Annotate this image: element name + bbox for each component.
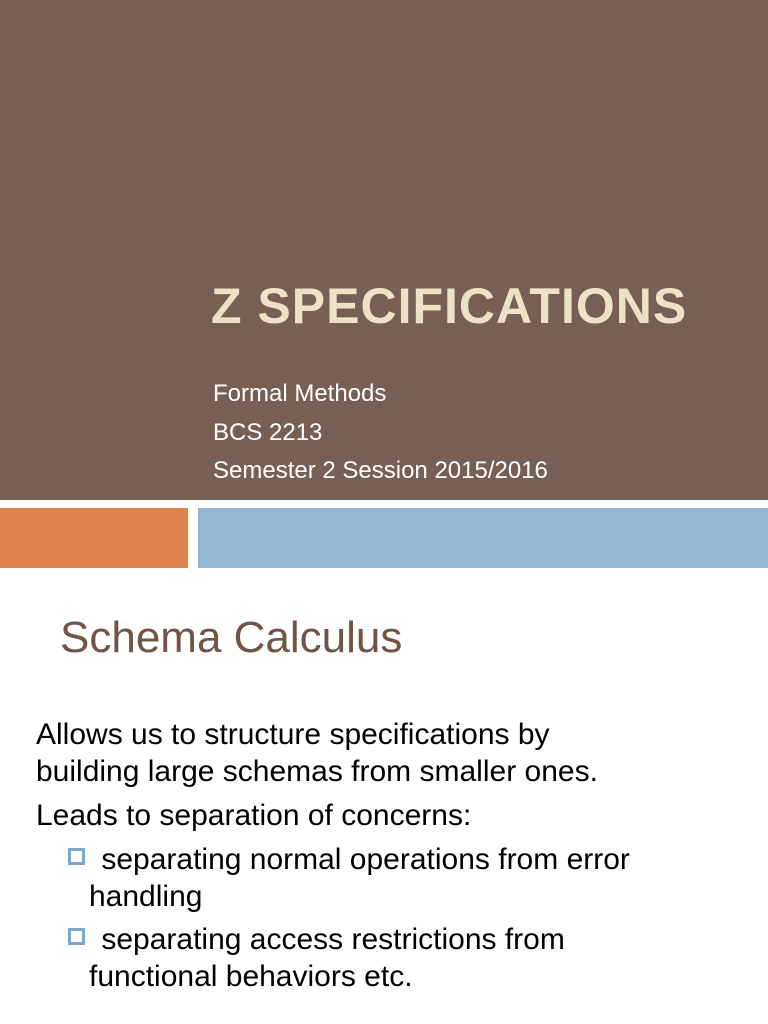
orange-accent-band (0, 508, 188, 568)
square-bullet-icon (68, 928, 85, 945)
bullet-item (68, 921, 748, 995)
blue-accent-band (198, 508, 768, 568)
paragraph-separation (36, 797, 471, 834)
course-name: Formal Methods (213, 380, 387, 407)
square-bullet-icon (68, 848, 85, 865)
bullet-line: functional behaviors etc. (89, 960, 413, 993)
bullet-item (68, 841, 748, 915)
semester-session: Semester 2 Session 2015/2016 (213, 457, 548, 484)
course-code: BCS 2213 (213, 419, 323, 446)
paragraph-line: building large schemas from smaller ones. (36, 755, 598, 788)
bullet-line: separating access restrictions from (93, 923, 565, 956)
paragraph-line: Leads to separation of concerns: (36, 799, 472, 832)
presentation-title: Z SPECIFICATIONS (211, 278, 688, 334)
slide-heading: Schema Calculus (60, 613, 403, 662)
bullet-line: handling (89, 880, 203, 913)
paragraph-structure (36, 716, 598, 790)
bullet-line: separating normal operations from error (93, 843, 630, 876)
paragraph-line: Allows us to structure specifications by (36, 718, 550, 751)
title-slide (0, 0, 768, 500)
